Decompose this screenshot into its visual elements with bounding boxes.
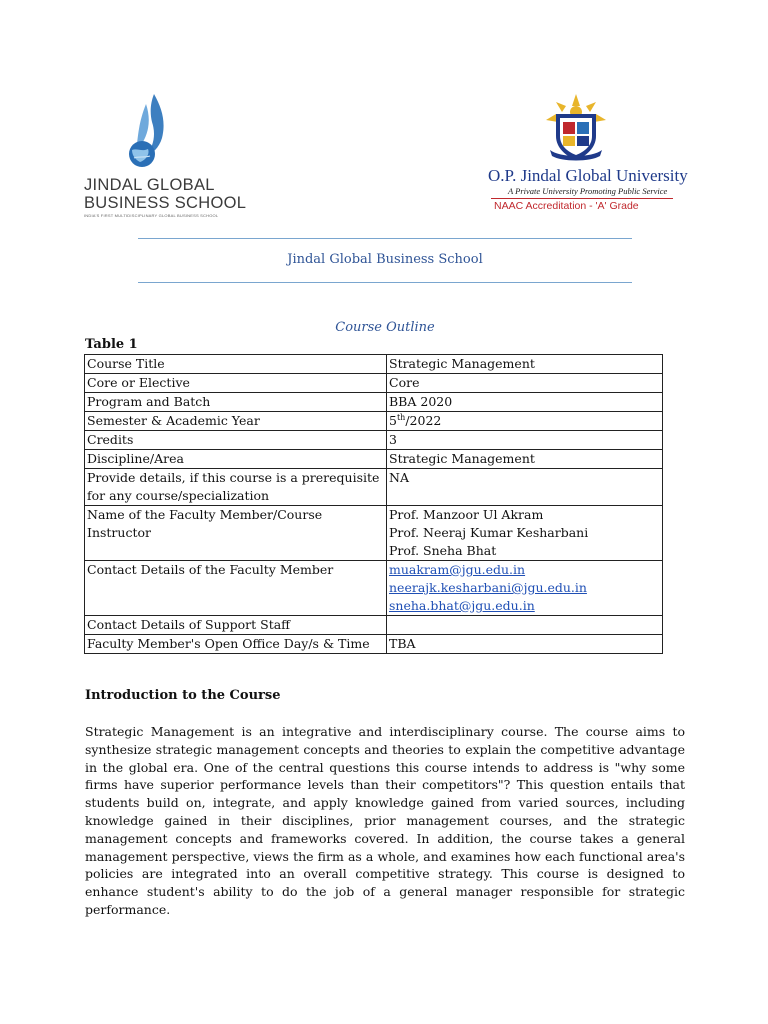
row-label: Program and Batch [85,393,387,412]
accreditation-text: NAAC Accreditation - 'A' Grade [494,200,639,212]
instructor-name: Prof. Sneha Bhat [389,543,497,558]
email-link[interactable]: sneha.bhat@jgu.edu.in [389,598,535,613]
row-value [387,506,663,561]
course-details-table [84,354,663,654]
row-label: Credits [85,431,387,450]
row-value [387,616,663,635]
instructor-name: Prof. Manzoor Ul Akram [389,507,544,522]
course-outline-heading: Course Outline [335,320,435,335]
table-row [85,355,663,374]
row-label: Provide details, if this course is a prerequisite for any course/specialization [85,469,387,506]
heading-rule-top [138,238,632,239]
logo-tagline: INDIA'S FIRST MULTIDISCIPLINARY GLOBAL BUSINESS SCHOOL [84,213,219,218]
table-row [85,616,663,635]
academic-year: /2022 [405,413,442,428]
table-row [85,450,663,469]
row-label: Core or Elective [85,374,387,393]
accreditation-divider [491,198,673,199]
table-row [85,635,663,654]
table-row [85,393,663,412]
row-label: Contact Details of Support Staff [85,616,387,635]
row-value: NA [387,469,663,506]
row-value: Core [387,374,663,393]
logo-text-line1: JINDAL GLOBAL [84,176,215,194]
row-label: Semester & Academic Year [85,412,387,431]
university-tagline: A Private University Promoting Public Service [508,186,668,196]
logo-text-line2: BUSINESS SCHOOL [84,194,247,212]
email-link[interactable]: neerajk.kesharbani@jgu.edu.in [389,580,587,595]
table-row [85,469,663,506]
jgbs-logo [84,94,247,222]
table-row [85,374,663,393]
row-value: TBA [387,635,663,654]
row-label: Course Title [85,355,387,374]
email-link[interactable]: muakram@jgu.edu.in [389,562,526,577]
row-value [387,561,663,616]
school-title: Jindal Global Business School [287,252,483,267]
row-value [387,412,663,431]
semester-suffix: th [396,412,406,422]
row-value: BBA 2020 [387,393,663,412]
row-label: Contact Details of the Faculty Member [85,561,387,616]
table-caption: Table 1 [85,337,138,352]
intro-heading: Introduction to the Course [85,688,281,703]
intro-paragraph: Strategic Management is an integrative and interdisciplinary course. The course aims to synthesize strategic management concepts and theories to explain the competitive advantage in the global era. One of the central questions this course intends to address is "why some firms have superior performance levels than their competitors"? This question entails that students build on, integrate, and apply knowledge gained from varied sources, including knowledge gained in their disciplines, prior management courses, and the strategic management concepts and frameworks covered. In addition, the course takes a general management perspective, views the firm as a whole, and examines how each functional area's policies are integrated into an overall competitive strategy. This course is designed to enhance student's ability to do the job of a general manager responsible for strategic performance. [85,724,685,917]
university-name: O.P. Jindal Global University [488,166,688,185]
table-row [85,412,663,431]
university-crest-icon [540,92,612,164]
table-row [85,561,663,616]
row-label: Faculty Member's Open Office Day/s & Time [85,635,387,654]
opjgu-logo [488,92,688,222]
heading-rule-bottom [138,282,632,283]
row-value: Strategic Management [387,450,663,469]
row-value: 3 [387,431,663,450]
row-label: Discipline/Area [85,450,387,469]
flame-globe-icon [128,94,172,172]
row-value: Strategic Management [387,355,663,374]
instructor-name: Prof. Neeraj Kumar Kesharbani [389,525,589,540]
table-row [85,506,663,561]
table-row [85,431,663,450]
semester-number: 5 [389,413,397,428]
row-label: Name of the Faculty Member/Course Instructor [85,506,387,561]
